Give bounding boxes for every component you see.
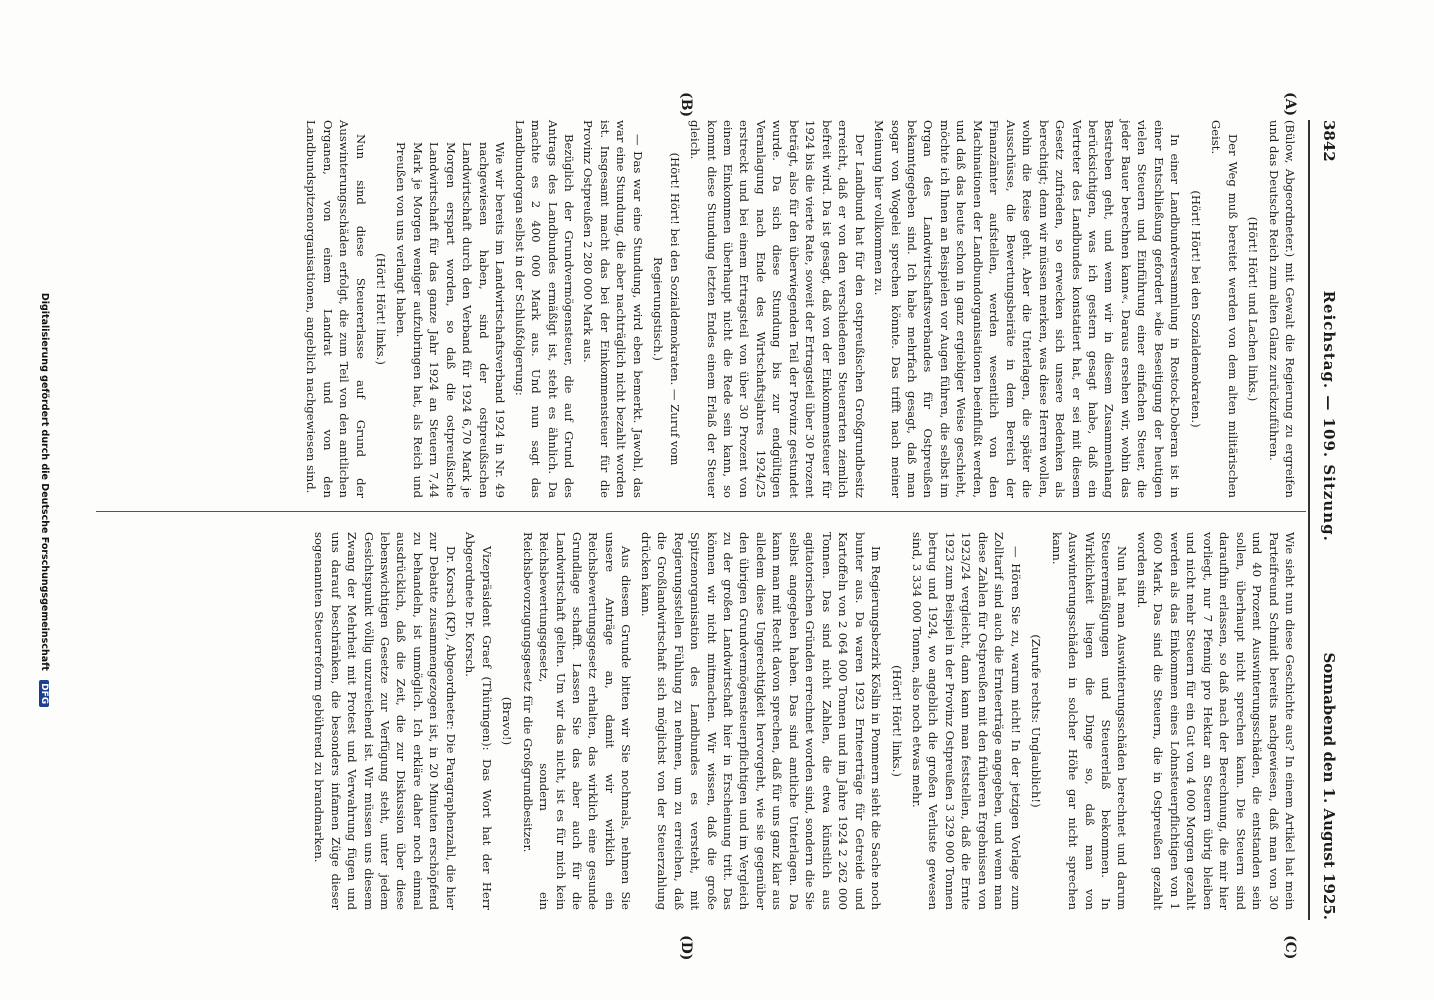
column-divider — [96, 511, 1306, 512]
paragraph: Nun sind diese Steuererlasse auf Grund der Auswinterungsschäden erfolgt, die zum Teil von den amtlichen Organen, von einem Landrat und von den Landbundspitzenorganisationen, angeblich nachgewiesen sind. — [304, 120, 368, 498]
paragraph: Im Regierungsbezirk Köslin in Pommern sieht die Sache noch bunter aus. Da waren 1923 Ernteerträge für Getreide und Kartoffeln von 2 064 000 Tonnen und im Jahre 1924 2 262 000 Tonnen. Das sind nicht Zahlen, die etwa künstlich aus agitatorischen Gründen errechnet worden sind, sondern die Sie selbst angegeben haben. Das sind amtliche Unterlagen. Da kann man mit Recht davon sprechen, daß für uns ganz klar aus alledem diese Ungerechtigkeit hervorgeht, wie sie gegenüber den übrigen Grundvermögensteuerpflichtigen und im Vergleich zu der großen Landwirtschaft hier in Erscheinung tritt. Das können wir nicht mitmachen. Wir wissen, daß die große Spitzenorganisation des Landbundes es versteht, mit Regierungsstellen Fühlung zu nehmen, um zu erreichen, daß die Großlandwirtschaft sich möglichst von der Steuerzahlung drücken kann. — [638, 532, 884, 910]
paragraph: Aus diesem Grunde bitten wir Sie nochmals, nehmen Sie unsere Anträge an, damit wir wirklich ein Reichsbewertungsgesetz erhalten, das wirklich eine gesunde Grundlage schafft. Lassen Sie das aber auch für die Landwirtschaft gelten. Um wir das nicht, ist es für mich kein Reichsbewertungsgesetz, sondern ein Reichsbevorzugungsgesetz für die Großgrundbesitzer. — [520, 532, 634, 910]
margin-marker-c: (C) — [1282, 935, 1298, 960]
paragraph: Nun hat man Auswinterungsschäden berechnet und darum Steuerermäßigungen und Steuererlaß bekommen. In Wirklichkeit liegen die Dinge so, daß man von Auswinterungsschäden in solcher Höhe gar nicht sprechen kann. — [1049, 532, 1130, 910]
paragraph: Dr. Korsch (KP), Abgeordneter: Die Paragraphenzahl, die hier zur Debatte zusammengezogen ist, in 20 Minuten erschöpfend zu behandeln, ist unmöglich. Ich erkläre daher noch einmal ausdrücklich, daß die Zeit, die zur Diskussion über diese lebenswichtigen Gesetze zur Verfügung steht, unter jedem Gesichtspunkt völlig unzureichend ist. Wir müssen uns diesem Zwang der Mehrheit mit Protest und Verwahrung fügen und uns darauf beschränken, die besonders infamen Züge dieser sogenannten Steuerreform gebührend zu brandmarken. — [312, 532, 458, 910]
margin-marker-a: (A) — [1282, 92, 1298, 117]
paragraph: (Hört! Hört! links.) — [373, 253, 388, 365]
paragraph: Der Weg muß bereitet werden von dem alten militärischen Geist. — [1209, 120, 1240, 498]
dfg-logo: DFG — [39, 680, 49, 707]
paragraph: Wie wir bereits im Landwirtschaftsverband 1924 in Nr. 49 nachgewiesen haben, sind der ostpreußischen Landwirtschaft durch den Verband für 1924 6,70 Mark je Morgen erspart worden, so daß die ostpreußische Landwirtschaft für das ganze Jahr 1924 an Steuern 7,44 Mark je Morgen weniger aufzubringen hat, als Reich und Preußen von uns verlangt haben. — [394, 142, 508, 498]
credit-text: Digitalisierung gefördert durch die Deutsche Forschungsgemeinschaft — [39, 292, 50, 671]
paragraph: (Zurufe rechts: Unglaublich!) — [1029, 634, 1044, 808]
paragraph: Vizepräsident Graef (Thüringen): Das Wort hat der Herr Abgeordnete Dr. Korsch. — [463, 532, 494, 910]
paragraph: (Hört! Hört! bei den Sozialdemokraten. — Zuruf vom Regierungstisch.) — [651, 152, 682, 466]
paragraph: Wie sieht nun diese Geschichte aus? In einem Artikel hat mein Parteifreund Schmidt bereits nachgewiesen, daß man von 30 und 40 Prozent Auswinterungsschäden, die entstanden sein sollen, überhaupt nicht sprechen kann. Die Steuern sind daraufhin erlassen, so daß nach der Berechnung, die mir hier vorliegt, nur 7 Pfennig pro Hektar an Steuern übrig bleiben und nicht mehr Steuern für ein Gut von 4 000 Morgen gezahlt werden als das Einkommen eines Lohnsteuerpflichtigen von 1 600 Mark. Das sind die Steuern, die in Ostpreußen gezahlt worden sind. — [1134, 532, 1297, 910]
paragraph: — Das war eine Stundung, wird eben bemerkt. Jawohl, das war eine Stundung, die aber nachträglich nicht bezahlt worden ist. Insgesamt macht das bei der Einkommensteuer für die Provinz Ostpreußen 2 280 000 Mark aus. — [581, 120, 645, 498]
margin-marker-b: (B) — [678, 92, 694, 118]
digitization-credit — [39, 0, 50, 1000]
paragraph: — Hören Sie zu, warum nicht! In der jetzigen Vorlage zum Zolltarif sind auch die Ernteerträge angegeben, und wenn man diese Zahlen für Ostpreußen mit den früheren Ergebnissen von 1923/24 vergleicht, dann kann man feststellen, daß die Ernte 1923 zum Beispiel in der Provinz Ostpreußen 3 329 000 Tonnen betrug und 1924, wo angeblich die großen Verluste gewesen sind, 3 334 000 Tonnen, also noch etwas mehr. — [910, 532, 1023, 910]
session-title: Reichstag. — 109. Sitzung. — [1320, 290, 1338, 542]
page-number: 3842 — [1320, 120, 1338, 162]
session-date: Sonnabend den 1. August 1925. — [1320, 652, 1338, 920]
paragraph: (Hört! Hört! bei den Sozialdemokraten.) — [1188, 190, 1203, 428]
paragraph: (Hört! Hört! und Lachen links.) — [1246, 216, 1261, 402]
paragraph: (Bülow, Abgeordneter.) mit Gewalt die Regierung zu ergreifen und das Deutsche Reich zum alten Glanz zurückzuführen. — [1266, 120, 1297, 498]
paragraph: Der Landbund hat für den ostpreußischen Großgrundbesitz erreicht, daß er von den verschiedenen Steuerarten ziemlich befreit wird. Da ist gesagt, daß von der Einkommensteuer für 1924 bis die vierte Rate, soweit der Ertragsteil über 30 Prozent beträgt, also für den überwiegenden Teil der Provinz gestundet wurde. Da sich diese Stundung bis zur endgültigen Veranlagung nach Ende des Wirtschaftsjahres 1924/25 erstreckt und bei einem Ertragsteil von über 30 Prozent von einem Einkommen überhaupt nicht die Rede sein kann, so kommt diese Stundung letzten Endes einem Erlaß der Steuer gleich. — [688, 120, 867, 498]
margin-marker-d: (D) — [678, 935, 694, 961]
right-column — [308, 532, 1298, 910]
paragraph: In einer Landbundversammlung in Rostock-Doberan ist in einer Entschließung gefordert »die Beseitigung der heutigen vielen Steuern und Einführung einer einfachen Steuer, die jeder Bauer berechnen kann«. Daraus ersehen wir, wohin das Bestreben geht, und wenn wir in diesem Zusammenhang berücksichtigen, was ich gestern gesagt habe, daß ein Vertreter des Landbundes konstatiert hat, er sei mit diesem Gesetz zufrieden, so erwecken sich unsere Bedenken als berechtigt; denn wir müssen merken, was diese Herren wollen, wohin die Reise geht. Aber die Unterlagen, die später die Ausschüsse, die Bewertungsbeiräte in dem Bereich der Finanzämter aufstellen, werden wesentlich von den Machinationen der Landbundorganisationen beeinflußt werden, und daß das heute schon in ganz ergiebiger Weise geschieht, möchte ich Ihnen an Beispielen vor Augen führen, die selbst im Organ des Landwirtschaftsverbandes für Ostpreußen bekanntgegeben sind. Ich habe mehrfach gesagt, daß man sogar von Wogelei sprechen könnte. Das trifft nach meiner Meinung hier vollkommen zu. — [872, 120, 1183, 498]
paragraph: (Bravo!) — [500, 696, 515, 746]
header-rule — [1308, 120, 1310, 920]
paragraph: Bezüglich der Grundvermögensteuer, die auf Grund des Antrags des Landbundes ermäßigt ist, steht es ähnlich. Da machte es 2 400 000 Mark aus. Und nun sagt das Landbundorgan selbst in der Schlußfolgerung: — [512, 120, 576, 498]
paragraph: (Hört! Hört! links.) — [889, 665, 904, 777]
page-header — [1316, 120, 1342, 920]
left-column — [300, 120, 1298, 498]
